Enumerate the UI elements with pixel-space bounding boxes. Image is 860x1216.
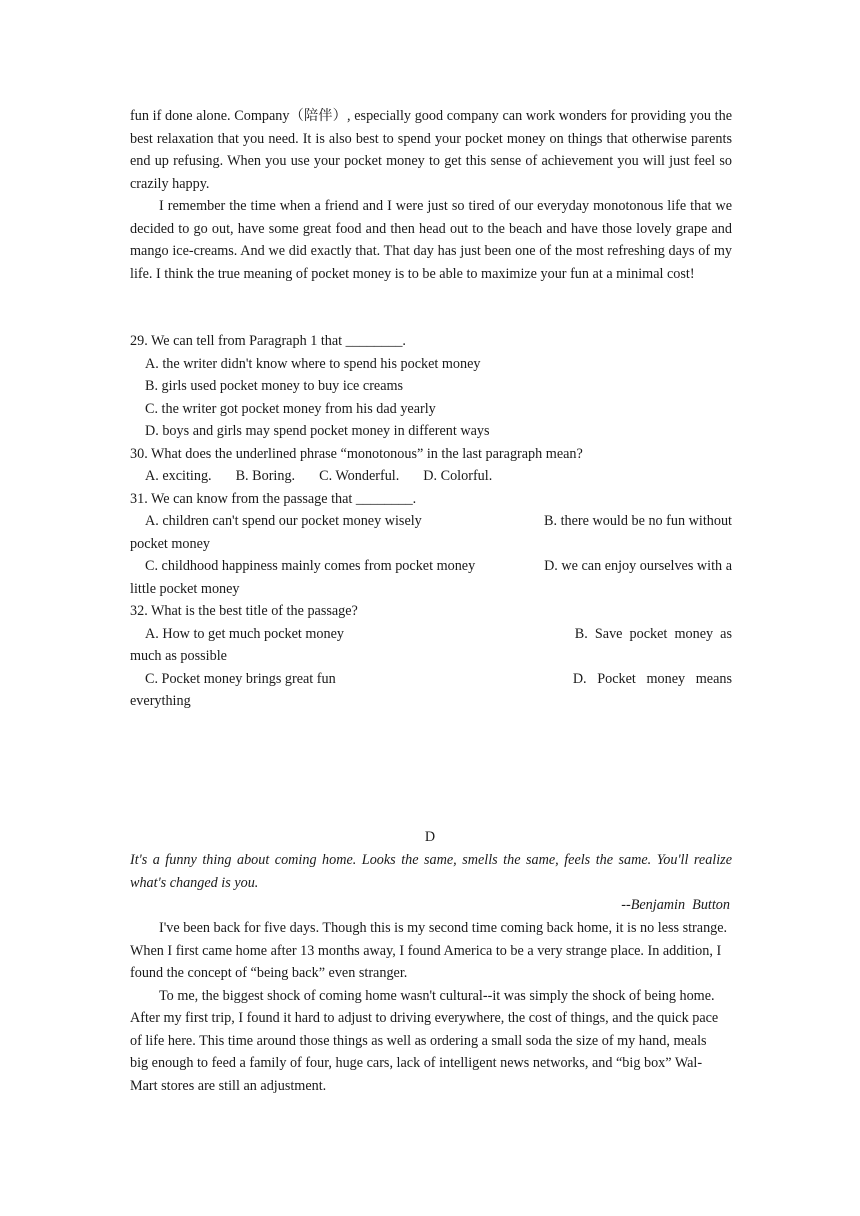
question-32-option-d-cont: everything bbox=[130, 693, 191, 709]
question-29-stem: 29. We can tell from Paragraph 1 that ________. bbox=[130, 333, 406, 349]
passage-d-quote: It's a funny thing about coming home. Looks the same, smells the same, feels the same. You'll realize what's changed is you. bbox=[130, 852, 732, 891]
passage-c bbox=[130, 105, 732, 285]
question-31-option-b: B. there would be no fun without bbox=[544, 513, 732, 529]
question-29-option-a: A. the writer didn't know where to spend his pocket money bbox=[145, 355, 481, 372]
question-29-option-b: B. girls used pocket money to buy ice creams bbox=[145, 378, 404, 394]
question-30-option-c: C. Wonderful. bbox=[319, 468, 400, 484]
question-29-option-c: C. the writer got pocket money from his dad yearly bbox=[145, 400, 436, 417]
question-31-row-ab bbox=[130, 510, 732, 533]
passage-d-paragraph-2: To me, the biggest shock of coming home wasn't cultural--it was simply the shock of being home. After my first trip, I found it hard to adjust to driving everywhere, the cost of things, and the quick pace of life here. This time around those things as well as ordering a small soda the size of my hand, meals big enough to feed a family of four, huge cars, lack of intelligent news networks, and “big box” Wal-Mart stores are still an adjustment. bbox=[130, 987, 719, 1094]
question-30-stem: 30. What does the underlined phrase “monotonous” in the last paragraph mean? bbox=[130, 445, 583, 462]
question-30-option-a: A. exciting. bbox=[145, 468, 212, 484]
question-30-option-d: D. Colorful. bbox=[423, 468, 493, 484]
questions bbox=[130, 330, 732, 713]
passage-c-paragraph-1: fun if done alone. Company（陪伴）, especially good company can work wonders for providing you the best relaxation that you need. It is also best to spend your pocket money on things that otherwise parents end up refusing. When you use your pocket money to get this sense of achievement you will just feel so crazily happy. bbox=[130, 108, 732, 192]
question-32-option-a: A. How to get much pocket money bbox=[145, 625, 344, 642]
question-31-option-c: C. childhood happiness mainly comes from pocket money bbox=[145, 558, 476, 574]
question-31-option-d: D. we can enjoy ourselves with a bbox=[544, 558, 732, 574]
question-31-option-d-cont: little pocket money bbox=[130, 580, 240, 597]
question-32-option-b-cont: much as possible bbox=[130, 648, 227, 664]
question-32-option-c: C. Pocket money brings great fun bbox=[145, 670, 336, 687]
passage-d bbox=[130, 849, 732, 917]
question-31-stem: 31. We can know from the passage that ________. bbox=[130, 490, 417, 507]
passage-d-heading: D bbox=[424, 829, 436, 845]
question-29-option-d: D. boys and girls may spend pocket money in different ways bbox=[145, 423, 490, 439]
question-32-row-ab bbox=[130, 623, 732, 646]
question-32-stem: 32. What is the best title of the passage? bbox=[130, 603, 358, 619]
passage-d-paragraph-1: I've been back for five days. Though this is my second time coming back home, it is no less strange. When I first came home after 13 months away, I found America to be a very strange place. In addition, I found the concept of “being back” even stranger. bbox=[130, 920, 728, 981]
question-32-option-b: B. Save pocket money as bbox=[574, 625, 732, 642]
passage-c-paragraph-2: I remember the time when a friend and I were just so tired of our everyday monotonous life that we decided to go out, have some great food and then head out to the beach and have those lovely grape and mango ice-creams. And we did exactly that. That day has just been one of the most refreshing days of my life. I think the true meaning of pocket money is to be able to maximize your fun at a minimal cost! bbox=[130, 198, 732, 282]
question-31-option-b-cont: pocket money bbox=[130, 535, 210, 552]
question-31-option-a: A. children can't spend our pocket money wisely bbox=[145, 513, 422, 529]
question-30-options bbox=[130, 465, 732, 488]
passage-d-attribution: --Benjamin Button bbox=[621, 897, 730, 913]
question-30-option-b: B. Boring. bbox=[235, 468, 296, 484]
question-32-option-d: D. Pocket money means bbox=[572, 670, 732, 687]
question-32-row-cd bbox=[130, 668, 732, 691]
passage-d-body bbox=[130, 917, 737, 1097]
question-31-row-cd bbox=[130, 555, 732, 578]
